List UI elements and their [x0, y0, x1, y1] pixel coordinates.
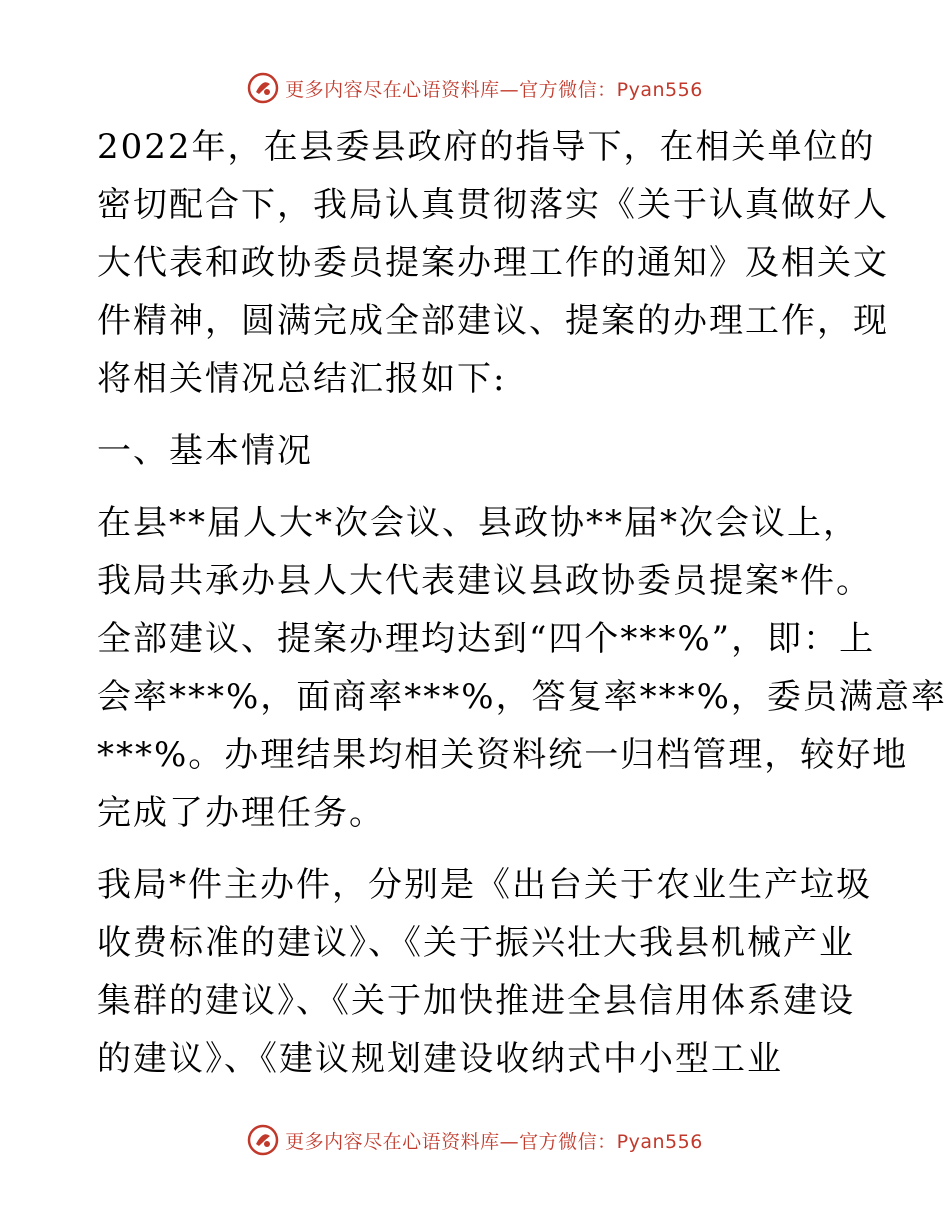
text-line: 的建议》、《建议规划建设收纳式中小型工业 [97, 1039, 783, 1079]
text-line: ***%。办理结果均相关资料统一归档管理，较好地 [97, 735, 909, 775]
watermark-banner-top [0, 68, 950, 108]
text-line: 将相关情况总结汇报如下: [97, 359, 507, 399]
document-body [97, 118, 947, 1088]
text-line: 件精神，圆满完成全部建议、提案的办理工作，现 [97, 301, 889, 341]
watermark-banner-bottom [0, 1120, 950, 1160]
text-line: 会率***%，面商率***%，答复率***%，委员满意率 [97, 677, 947, 717]
paragraph-intro [97, 118, 889, 408]
text-line: 完成了办理任务。 [97, 793, 385, 833]
paragraph-main-cases [97, 856, 872, 1088]
watermark-text: 更多内容尽在心语资料库—官方微信：Pyan556 [285, 1130, 703, 1153]
heading-text: 一、基本情况 [97, 431, 313, 471]
text-line: 在县**届人大*次会议、县政协**届*次会议上， [97, 503, 859, 543]
flower-seal-icon [247, 1124, 279, 1156]
paragraph-basic-info [97, 494, 947, 842]
text-line: 收费标准的建议》、《关于振兴壮大我县机械产业 [97, 923, 855, 963]
section-heading [97, 422, 857, 480]
flower-seal-icon [247, 72, 279, 104]
text-line: 密切配合下，我局认真贯彻落实《关于认真做好人 [97, 185, 889, 225]
text-line: 我局*件主办件，分别是《出台关于农业生产垃圾 [97, 865, 872, 905]
text-line: 大代表和政协委员提案办理工作的通知》及相关文 [97, 243, 889, 283]
text-line: 2022年，在县委县政府的指导下，在相关单位的 [97, 127, 876, 167]
text-line: 我局共承办县人大代表建议县政协委员提案*件。 [97, 561, 872, 601]
text-line: 全部建议、提案办理均达到“四个***%”，即：上 [97, 619, 876, 659]
watermark-text: 更多内容尽在心语资料库—官方微信：Pyan556 [285, 78, 703, 101]
text-line: 集群的建议》、《关于加快推进全县信用体系建设 [97, 981, 855, 1021]
